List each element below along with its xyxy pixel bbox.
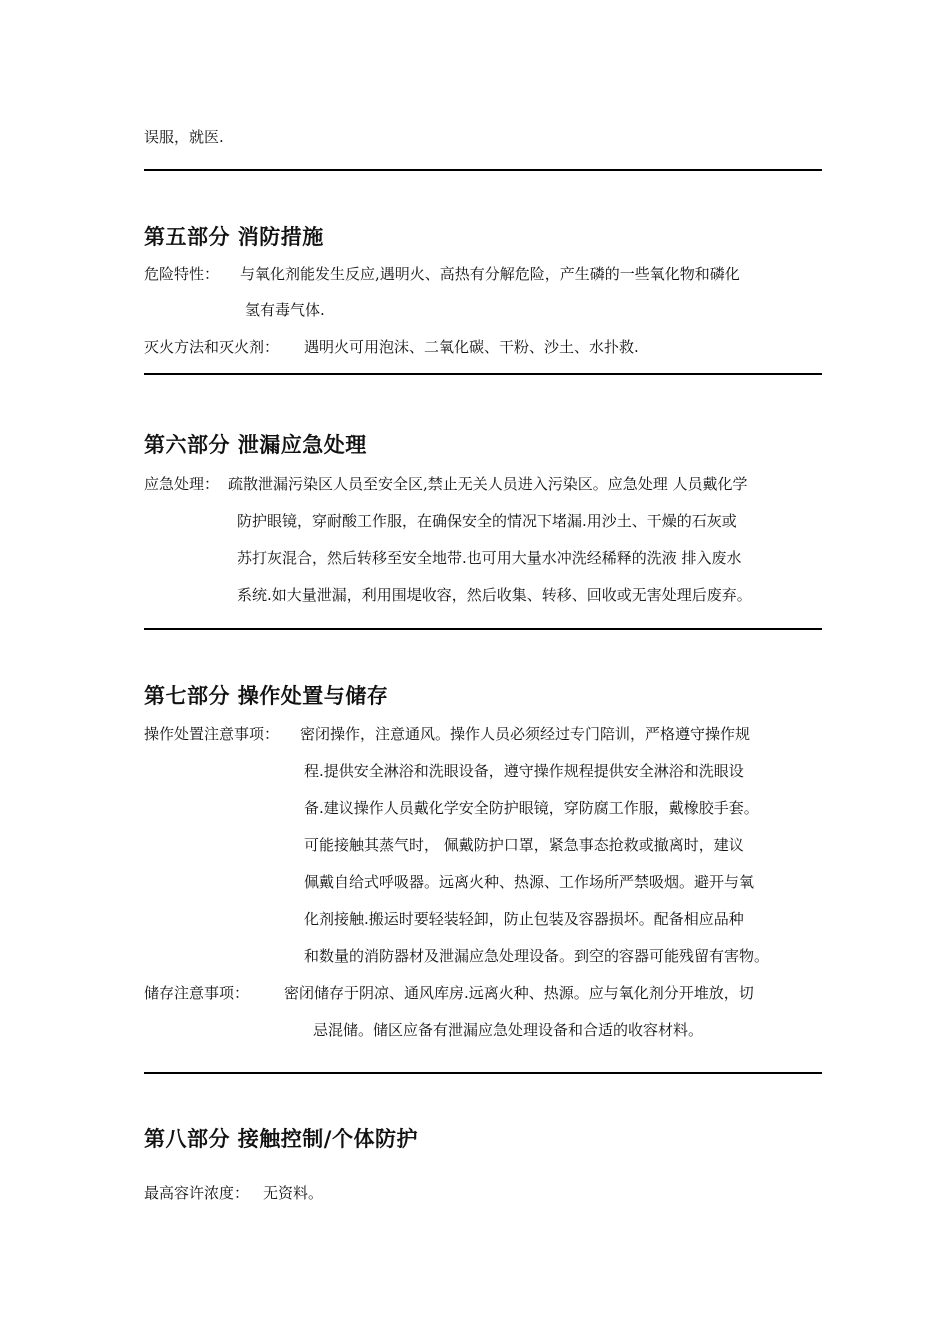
handling-line-5: 佩戴自给式呼吸器。远离火种、热源、工作场所严禁吸烟。避开与氧 — [304, 873, 755, 891]
emergency-line-4: 系统.如大量泄漏，利用围堤收容，然后收集、转移、回收或无害处理后废弃。 — [237, 586, 752, 604]
handling-line-2: 程.提供安全淋浴和洗眼设备，遵守操作规程提供安全淋浴和洗眼设 — [304, 762, 744, 780]
storage-label: 储存注意事项： — [144, 984, 250, 1002]
section-8-heading: 第八部分 接触控制/个体防护 — [144, 1126, 418, 1151]
handling-line-7: 和数量的消防器材及泄漏应急处理设备。到空的容器可能残留有害物。 — [304, 947, 770, 965]
emergency-line-2: 防护眼镜，穿耐酸工作服，在确保安全的情况下堵漏.用沙土、干燥的石灰或 — [237, 512, 737, 530]
hazard-line-1: 与氧化剂能发生反应,遇明火、高热有分解危险，产生磷的一些氧化物和磷化 — [240, 265, 740, 283]
section-divider — [144, 373, 822, 375]
section-divider — [144, 1072, 822, 1074]
extinguish-label: 灭火方法和灭火剂： — [144, 338, 280, 356]
handling-line-3: 备.建议操作人员戴化学安全防护眼镜，穿防腐工作服，戴橡胶手套。 — [304, 799, 759, 817]
mac-label: 最高容许浓度： — [144, 1184, 250, 1202]
handling-line-6: 化剂接触.搬运时要轻装轻卸，防止包装及容器损坏。配备相应品种 — [304, 910, 744, 928]
section-5-heading: 第五部分 消防措施 — [144, 224, 324, 249]
section-divider — [144, 169, 822, 171]
hazard-label: 危险特性： — [144, 265, 220, 283]
hazard-line-2: 氢有毒气体. — [245, 301, 325, 319]
section-6-heading: 第六部分 泄漏应急处理 — [144, 432, 367, 457]
mac-value: 无资料。 — [263, 1184, 324, 1202]
handling-label: 操作处置注意事项： — [144, 725, 280, 743]
emergency-line-1: 疏散泄漏污染区人员至安全区,禁止无关人员进入污染区。应急处理 人员戴化学 — [228, 475, 748, 493]
extinguish-text: 遇明火可用泡沫、二氧化碳、干粉、沙土、水扑救. — [304, 338, 639, 356]
section-divider — [144, 628, 822, 630]
storage-line-2: 忌混储。储区应备有泄漏应急处理设备和合适的收容材料。 — [313, 1021, 704, 1039]
emergency-label: 应急处理： — [144, 475, 220, 493]
storage-line-1: 密闭储存于阴凉、通风库房.远离火种、热源。应与氧化剂分开堆放，切 — [284, 984, 754, 1002]
handling-line-4: 可能接触其蒸气时， 佩戴防护口罩，紧急事态抢救或撤离时，建议 — [304, 836, 744, 854]
handling-line-1: 密闭操作，注意通风。操作人员必须经过专门陪训，严格遵守操作规 — [300, 725, 751, 743]
emergency-line-3: 苏打灰混合，然后转移至安全地带.也可用大量水冲洗经稀释的洗液 排入废水 — [237, 549, 742, 567]
section-7-heading: 第七部分 操作处置与储存 — [144, 683, 389, 708]
intro-text: 误服，就医. — [144, 128, 224, 146]
